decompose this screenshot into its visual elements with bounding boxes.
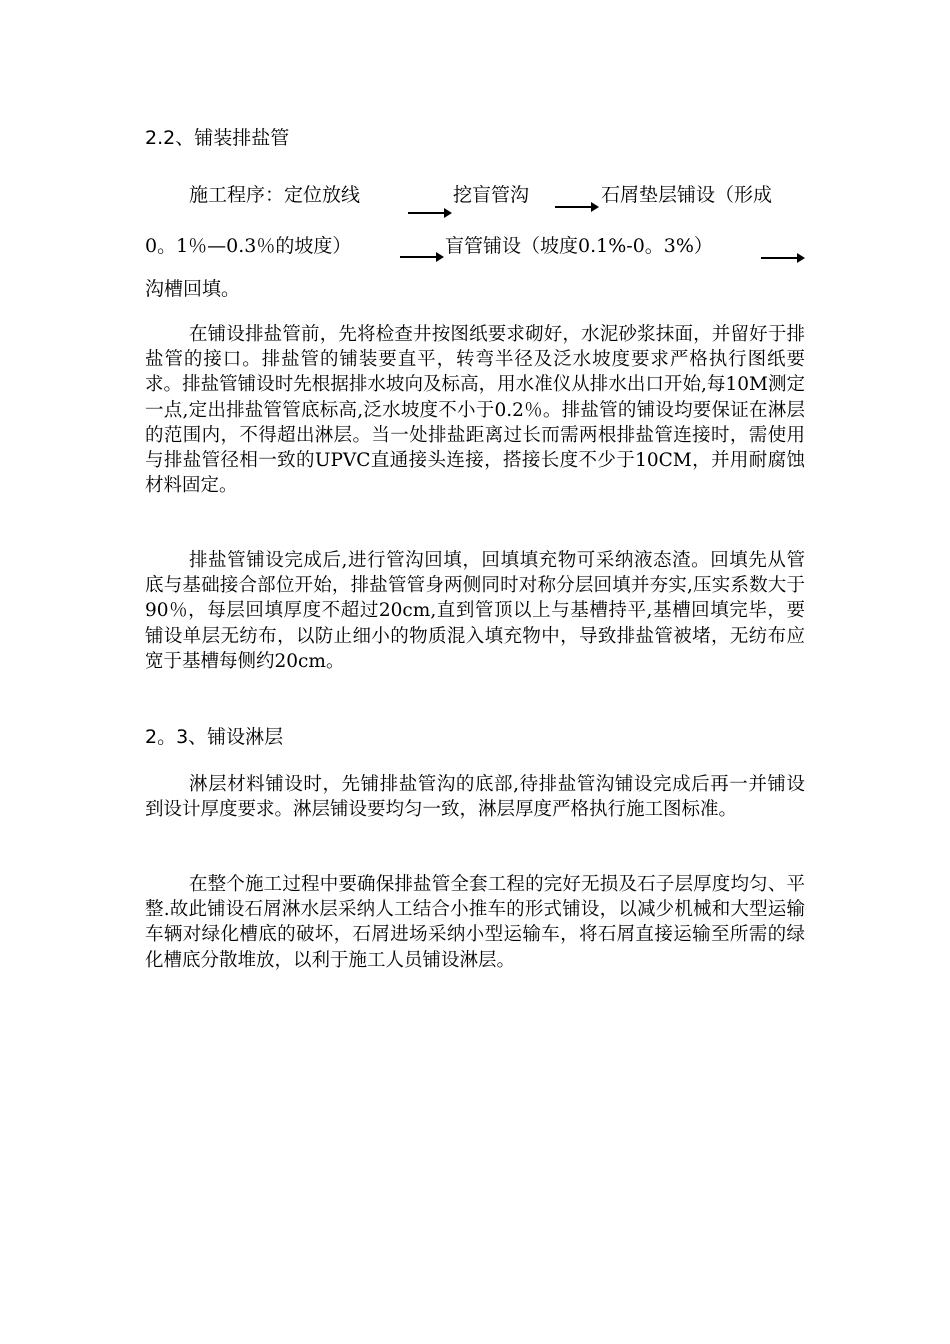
process-arrow-4 (761, 257, 803, 259)
section-2-2-heading: 2.2、铺装排盐管 (145, 127, 290, 149)
process-arrow-3 (400, 256, 442, 258)
process-step-3: 石屑垫层铺设（形成 (601, 184, 773, 206)
process-arrow-2 (555, 206, 597, 208)
process-step-5: 沟槽回填。 (145, 278, 241, 300)
process-label: 施工程序：定位放线 (189, 184, 361, 206)
section-2-2-paragraph-2: 排盐管铺设完成后,进行管沟回填，回填填充物可采纳液态渣。回填先从管底与基础接合部位开始，排盐管管身两侧同时对称分层回填并夯实,压实系数大于90％，每层回填厚度不超过20cm,直到管顶以上与基槽持平,基槽回填完毕，要铺设单层无纺布，以防止细小的物质混入填充物中，导致排盐管被堵，无纺布应宽于基槽每侧约20cm。 (145, 550, 805, 672)
section-2-3-paragraph-1: 淋层材料铺设时，先铺排盐管沟的底部,待排盐管沟铺设完成后再一并铺设到设计厚度要求。淋层铺设要均匀一致，淋层厚度严格执行施工图标准。 (145, 774, 805, 821)
process-arrow-1 (408, 212, 450, 214)
section-2-3-paragraph-2: 在整个施工过程中要确保排盐管全套工程的完好无损及石子层厚度均匀、平整.故此铺设石屑淋水层采纳人工结合小推车的形式铺设，以减少机械和大型运输车辆对绿化槽底的破坏，石屑进场采纳小型运输车，将石屑直接运输至所需的绿化槽底分散堆放，以利于施工人员铺设淋层。 (145, 874, 805, 971)
process-step-4: 盲管铺设（坡度0.1%-0。3%） (445, 235, 713, 257)
process-step-3-continued: 0。1％—0.3％的坡度） (145, 235, 352, 257)
process-step-2: 挖盲管沟 (453, 184, 530, 206)
section-2-2-paragraph-1: 在铺设排盐管前，先将检查井按图纸要求砌好，水泥砂浆抹面，并留好于排盐管的接口。排盐管的铺装要直平，转弯半径及泛水坡度要求严格执行图纸要求。排盐管铺设时先根据排水坡向及标高，用水准仪从排水出口开始,每10M测定一点,定出排盐管管底标高,泛水坡度不小于0.2％。排盐管的铺设均要保证在淋层的范围内，不得超出淋层。当一处排盐距离过长而需两根排盐管连接时，需使用与排盐管径相一致的UPVC直通接头连接，搭接长度不少于10CM，并用耐腐蚀材料固定。 (145, 324, 805, 497)
section-2-3-heading: 2。3、铺设淋层 (145, 726, 284, 748)
